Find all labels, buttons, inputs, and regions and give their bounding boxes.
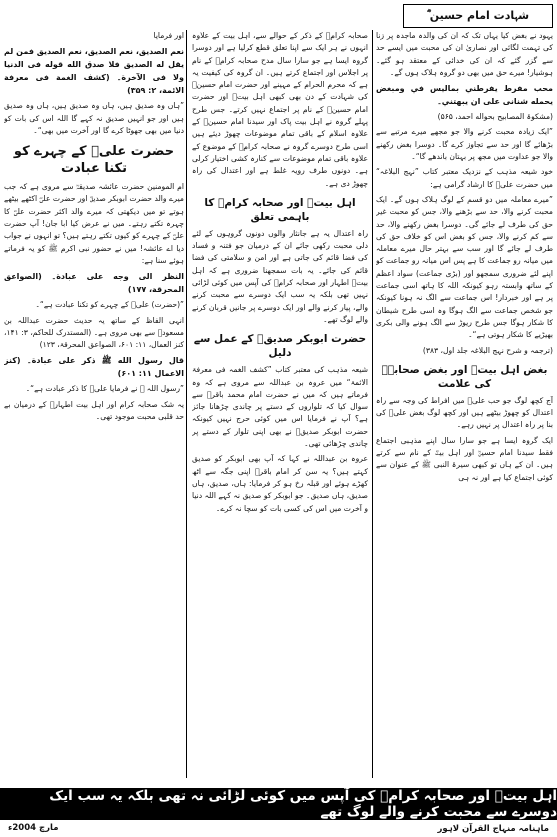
column-divider [186,30,187,778]
pull-quote-band [0,788,557,820]
paragraph: عروہ بن عبداللہ نے کہا کہ آپ بھی ابوبکر کو صدیق کہتے ہیں؟ یہ سن کر امام باقرؓ اپنی جگہ سے اٹھ کھڑے ہوئے اور قبلہ رخ ہو کر فرمایا: ہاں، صدیق، ہاں صدیق، ہاں صدیق۔ جو ابوبکر کو صدیق نہ کہے اللہ دنیا و آخرت میں اس کی کسی بات کو سچا نہ کرے۔ [192,454,368,513]
arabic-quote: محب مفرط يفرطني بماليس في ومبغض يحمله شنانى على ان يبهتني۔ [376,84,553,107]
column-divider [372,30,373,778]
paragraph: ایک گروہ ایسا ہے جو سارا سال اپنے مذہبی اجتماع فقط سیدنا امام حسینؓ اور اہل بیتؓ کے نام سے کرتے ہیں۔ ان کے ہاں تو کبھی سیرۃ النبی ﷺ کے عنوان سے کوئی اجتماع کیا ہے اور نہ ہی [376,435,553,482]
section-heading: حضرت علیؓ کے چہرے کو تکنا عبادت [13,144,175,177]
paragraph: ام المومنین حضرت عائشہ صدیقہؓ سے مروی ہے کہ جب میرے والد حضرت ابوبکر صدیقؓ اور حضرت علیؓ اکٹھے بیٹھے ہوتے تو میں دیکھتی کہ میرے والد اکثر حضرت علیؓ کا چہرہ تکتے رہتے۔ میں نے عرض کیا ابا جان! آپ حضرت علیؓ کے چہرے کو کیوں تکتے رہتے ہیں؟ تو انہوں نے جواب دیا اے عائشہ! میں نے حضور نبی اکرم ﷺ کو یہ فرماتے ہوئے سنا ہے: [4,182,184,265]
paragraph: یہود نے بغض کیا یہاں تک کہ ان کی والدہ ماجدہ پر زنا کی تہمت لگائی اور نصاریٰ ان کی محبت میں ایسے حد سے گزر گئے کہ ان کی خدائی کے معتقد ہو گئے۔ ہوشیار! میرے حق میں بھی دو گروہ ہلاک ہوں گے۔ [376,31,553,77]
arabic-quote: نعم الصديق، نعم الصديق، نعم الصديق فمن لم يقل له الصديق فلا صدق الله قوله فى الدنيا ولا فى الآخرة۔ (كشف الغمة فى معرفة الائمة، ۲: ۳۵۹) [4,47,184,96]
paragraph: ”(حضرت) علیؓ کے چہرے کو تکنا عبادت ہے“۔ [35,300,184,310]
pull-quote-text: اہل بیتؓ اور صحابہ کرامؓ کی آپس میں کوئی لڑائی نہ تھی بلکہ یہ سب ایک دوسرے سے محبت کرنے والے لوگ تھے [49,788,557,820]
section-heading: بغض اہل بیتؓ اور بغض صحابہؓ کی علامت [381,363,548,390]
paragraph: خود شیعہ مذہب کے نزدیک معتبر کتاب ”نہج البلاغہ“ میں حضرت علیؓ کا ارشاد گرامی ہے: [376,167,553,189]
header-title-box [403,4,553,28]
footer-date: مارچ 2004ء [8,823,59,833]
column-right [376,30,553,778]
column-left [4,30,184,778]
paragraph: یہ شک صحابہ کرام اور اہل بیت اطہارؓ کے درمیان بے حد قلبی محبت موجود تھی۔ [4,399,184,422]
paragraph: ”ہاں وہ صدیق ہیں، ہاں وہ صدیق ہیں، ہاں وہ صدیق ہیں اور جو انہیں صدیق نہ کہے گا اللہ اس کی بات کو دنیا میں بھی جھوٹا کرے گا اور آخرت میں بھی“۔ [4,101,184,135]
section-heading: اہل بیتؓ اور صحابہ کرامؓ کا باہمی تعلق [204,196,356,223]
paragraph: راہ اعتدال یہ ہے جانثار والوں دونوں گروہوں کے لئے دلی محبت رکھی جائے ان کے درمیان جو فتنہ و فساد کی فضا قائم کی جاتی ہے اور امن و سلامتی کی فضا قائم کی جائے۔ یہ بات سمجھنا ضروری ہے کہ اہل بیتؓ اطہار اور صحابہ کرامؓ کی آپس میں کوئی لڑائی نہیں تھی بلکہ یہ سب ایک دوسرے سے محبت کرنے والے، پیار کرنے والے اور ایک دوسرے پر جانیں قربان کرنے والے لوگ تھے۔ [192,228,368,324]
paragraph: (مشکوۃ المصابيح بحواله احمد، ۵۶۵) [437,112,553,122]
paragraph: (ترجمہ و شرح نہج البلاغہ جلد اول، ۳۸۳) [422,345,553,355]
paragraph: ”ایک زیادہ محبت کرنے والا جو مجھے میرے مرتبے سے بڑھائے گا اور حد سے تجاوز کرے گا۔ دوسرا بغض رکھنے والا جو عداوت میں مجھ پر بہتان باندھے گا“۔ [376,127,553,162]
paragraph: صحابہ کرامؓ کے ذکر کے حوالے سے، اہل بیت کے علاوہ انہوں نے ہر ایک سے اپنا تعلق قطع کرلیا ہے اور دوسرا گروہ ایسا ہے جو سارا سال مدح صحابہ کرامؓ کے نام پر اجلاس اور اجتماع کرتے ہیں۔ ان گروہ کی کیفیت یہ ہے کہ محرم الحرام کے مہینے اور حضرت امام حسینؓ کی شہادت کے دن بھی کبھی اہل بیتؓ اور حضرت امام حسینؓ کے نام پر اجتماع نہیں کرتے۔ جس طرح پہلے گروہ نے اہل بیت پاک اور سیدنا امام حسینؓ کے علاوہ اسلام کے باقی تمام موضوعات چھوڑ دیئے ہیں اسی طرح دوسرے گروہ نے صحابہ کرامؓ کے موضوع کے علاوہ باقی تمام موضوعات سے کنارہ کشی اختیار کرلی ہے۔ دونوں طرف رویہ غلط ہے اور اعتدال کی راہ چھوڑ دی ہے۔ [192,31,368,188]
paragraph: اور فرمایا [153,31,184,40]
paragraph: ”میرے معاملہ میں دو قسم کے لوگ ہلاک ہوں گے۔ ایک محبت کرنے والا، حد سے بڑھنے والا، جس کو محبت غیر حق کی طرف لے جائے گی۔ دوسرا بغض رکھنے والا، حد سے کم کرنے والا، جس کو بغض اس کو خلاف حق کی طرف لے جائے گا اور سب سے بہتر حال میرے معاملہ میں میانہ رو جماعت کا ہے پس اس میانہ رو جماعت کو اپنے لئے ضروری سمجھو اور (بڑی جماعت) سواد اعظم کے ساتھ وابستہ رہو کیونکہ اللہ کا ہاتھ اسی جماعت پر ہے اور خبردار! اس جماعت سے الگ نہ ہونا کیونکہ جو شخص جماعت سے الگ ہوگا وہ اسی طرح شیطان کا شکار ہوگا جس طرح ریوڑ سے الگ ہونے والی بکری بھیڑیے کا شکار ہوتی ہے“۔ [376,194,553,340]
arabic-quote: النظر الى وجه على عبادة۔ (الصواعق المحرقة، ۱۷۷) [4,272,184,295]
arabic-quote: قال رسول الله ﷺ ذكر على عبادة۔ (كنز الاعمال ۱۱: ۶۰۱) [4,356,184,379]
paragraph: آج کچھ لوگ جو حب علیؓ میں افراط کی وجہ سے راہ اعتدال کو چھوڑ بیٹھے ہیں اور کچھ لوگ بغض علیؓ کی بنا پر راہ اعتدال پر نہیں رہے۔ [376,395,553,430]
section-heading: حضرت ابوبکر صدیقؓ کے عمل سے دلیل [193,333,367,360]
paragraph: ”رسول اللہ ﷺ نے فرمایا علیؓ کا ذکر عبادت ہے“۔ [25,384,184,394]
header-title: شہادت امام حسین ؓ [426,9,530,22]
page-footer [0,821,557,837]
footer-publication: ماہنامہ منہاج القرآن لاہور [437,824,549,834]
column-middle [192,30,368,778]
paragraph: انہی الفاظ کے ساتھ یہ حدیث حضرت عبداللہ بن مسعودؓ سے بھی مروی ہے۔ (المستدرک للحاکم، ۳: ۱۴۱، کنز العمال، ۱۱: ۶۰۱، الصواعق المحرقۃ، ۱۲۳) [4,315,184,350]
paragraph: شیعہ مذہب کی معتبر کتاب ”کشف الغمہ فی معرفۃ الائمۃ“ میں عروہ بن عبداللہ سے مروی ہے کہ وہ فرماتے ہیں کہ میں نے حضرت امام محمد باقرؓ سے سوال کیا کہ تلواروں کے دستے پر چاندی چڑھانا جائز ہے؟ آپ نے فرمایا اس میں کوئی حرج نہیں کیونکہ حضرت ابوبکر صدیقؓ نے بھی اپنی تلوار کے دستے پر چاندی چڑھائی تھی۔ [192,365,368,449]
